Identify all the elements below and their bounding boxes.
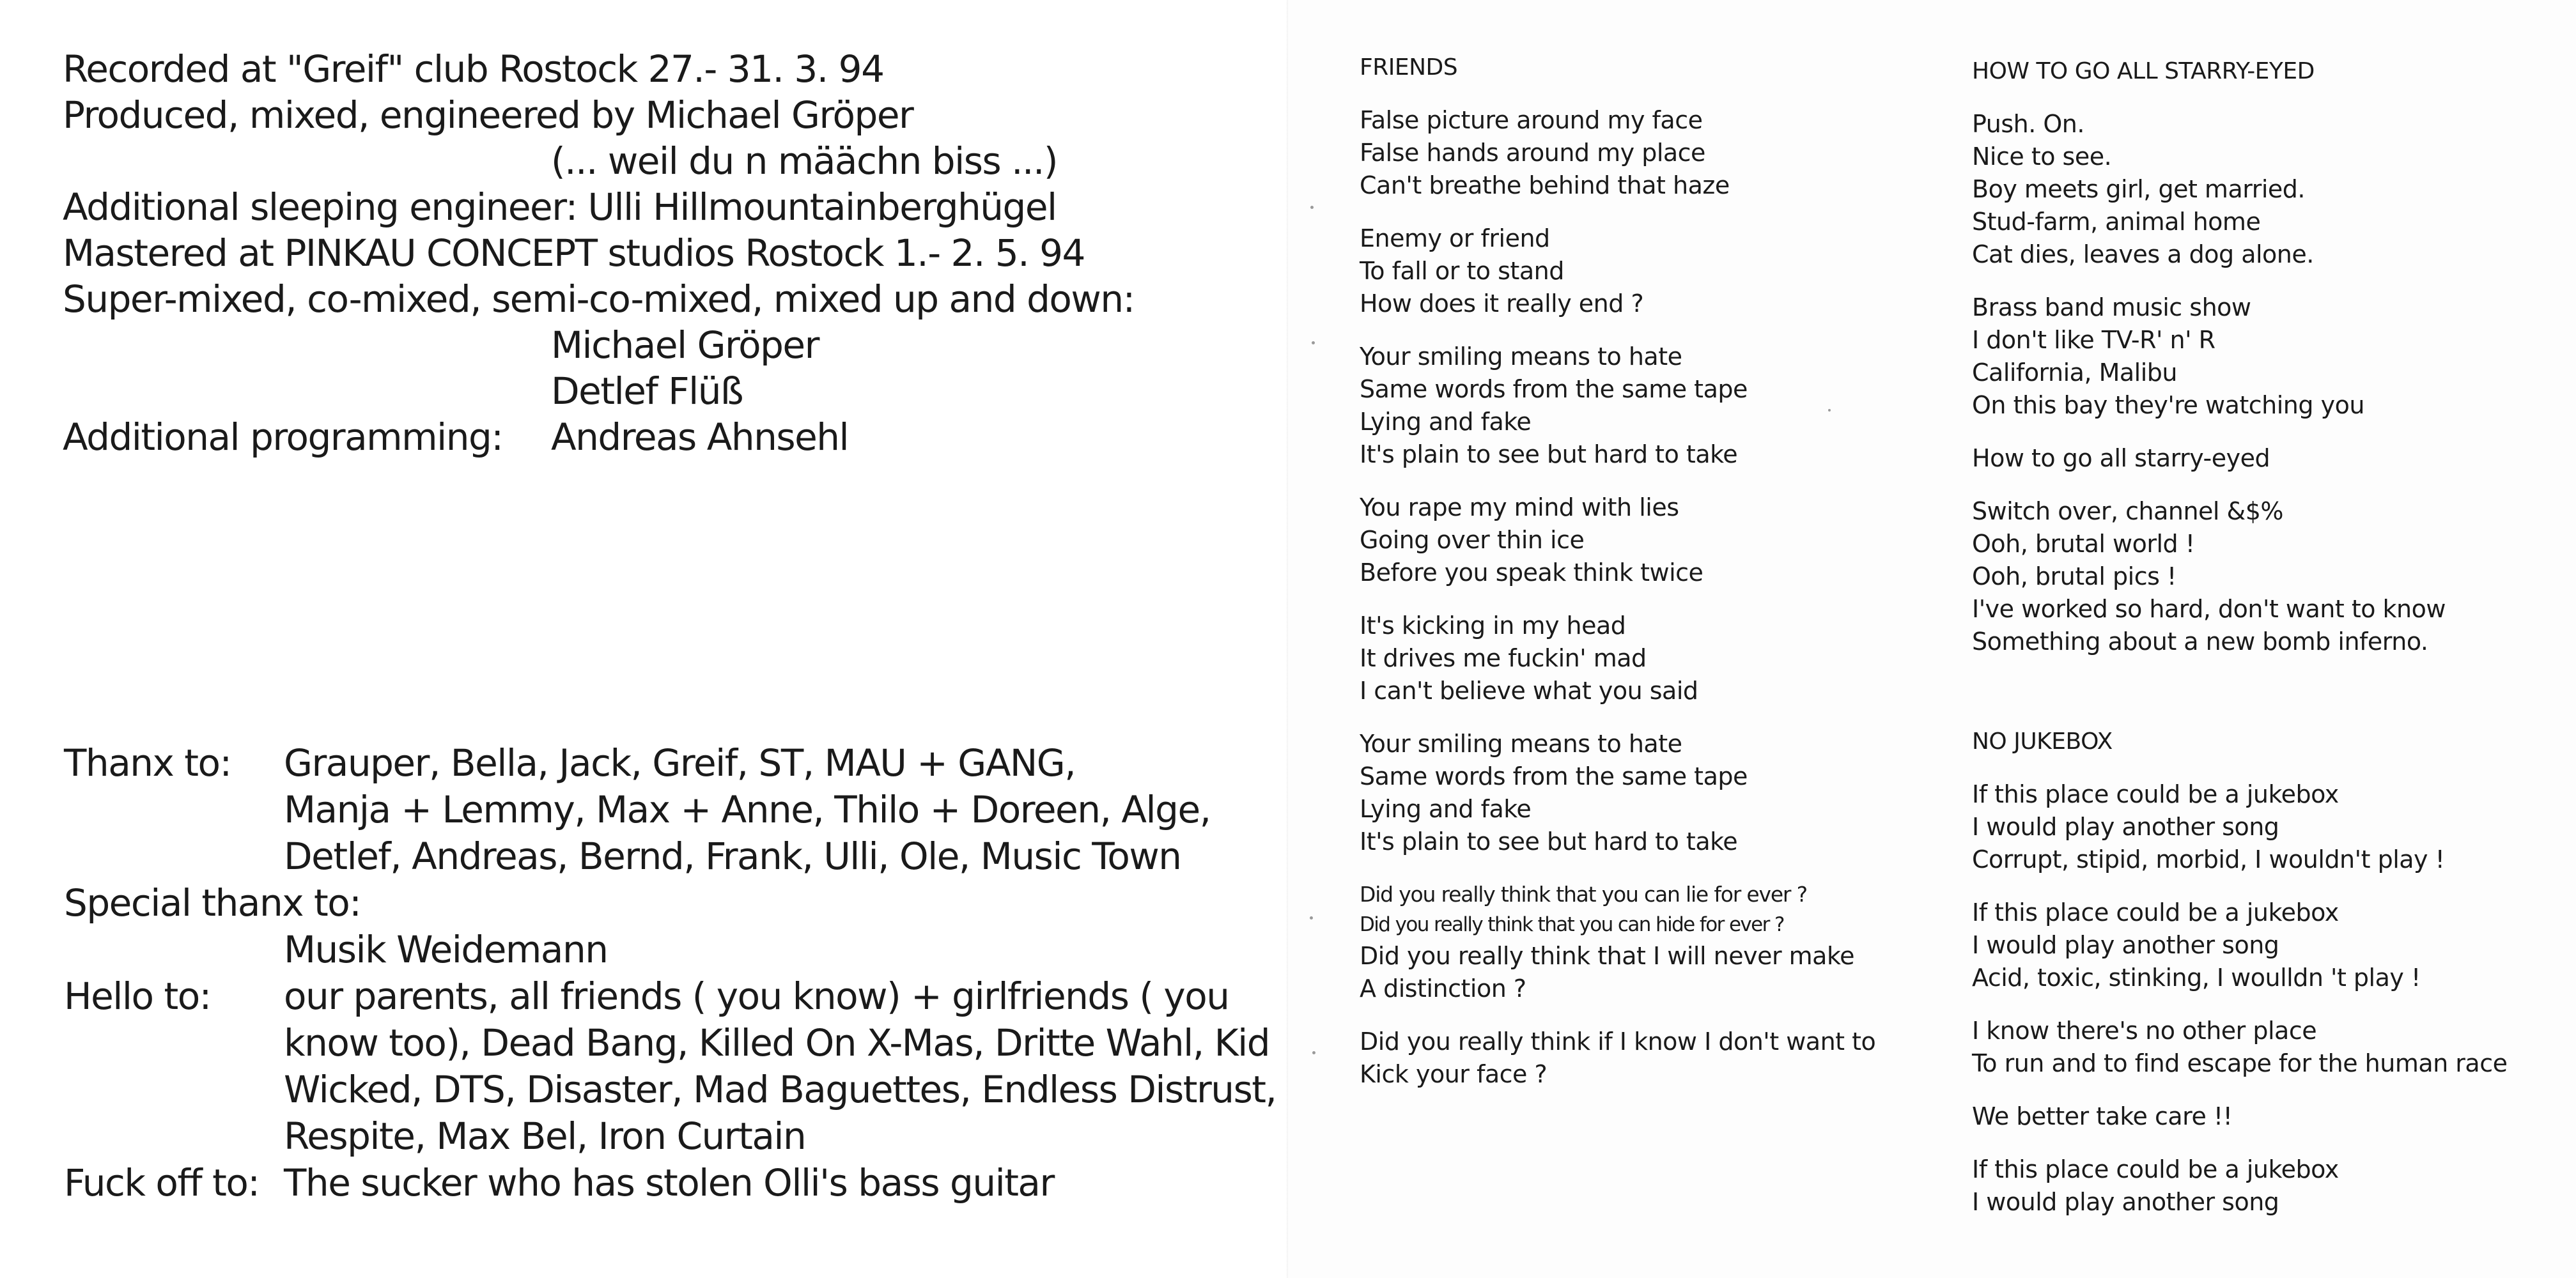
- lyric-line: Kick your face ?: [1360, 1060, 1548, 1088]
- stanza: [1972, 291, 2534, 422]
- lyric-line: A distinction ?: [1360, 974, 1526, 1003]
- thanx-line: Manja + Lemmy, Max + Anne, Thilo + Doreen, Alge,: [284, 788, 1211, 831]
- credit-sleeping-value: Ulli Hillmountainberghügel: [587, 185, 1057, 229]
- lyric-line: Can't breathe behind that haze: [1360, 171, 1730, 199]
- credit-sleeping: [63, 184, 1200, 230]
- special-thanx-row: [64, 927, 1214, 973]
- credit-mastered-text: Mastered at PINKAU CONCEPT studios Rostock 1.- 2. 5. 94: [63, 231, 1085, 275]
- credit-supermixed: [63, 276, 1200, 322]
- lyric-line: It drives me fuckin' mad: [1360, 644, 1647, 672]
- lyric-line: Lying and fake: [1360, 408, 1532, 436]
- lyric-line: You rape my mind with lies: [1360, 493, 1679, 521]
- thanx-row: [64, 740, 1214, 880]
- credit-sleeping-label: Additional sleeping engineer:: [63, 185, 577, 229]
- thanx-line: Grauper, Bella, Jack, Greif, ST, MAU + GANG,: [284, 741, 1076, 785]
- special-thanx-label: Special thanx to:: [64, 881, 361, 925]
- lyric-line: Did you really think that I will never make: [1360, 942, 1854, 970]
- credit-mastered: [63, 230, 1200, 276]
- lyric-line: To fall or to stand: [1360, 257, 1564, 285]
- scan-speck: [1828, 409, 1831, 412]
- lyric-line: Ooh, brutal world !: [1972, 530, 2195, 558]
- scan-speck: [1310, 916, 1313, 920]
- lyric-line: If this place could be a jukebox: [1972, 780, 2339, 808]
- stanza: [1360, 610, 1897, 707]
- credit-supermixed-name-2: [63, 368, 1200, 414]
- lyric-line: Your smiling means to hate: [1360, 730, 1682, 758]
- stanza: [1972, 108, 2534, 271]
- stanza: [1972, 897, 2547, 994]
- hello-line: our parents, all friends ( you know) + girlfriends ( you: [284, 974, 1229, 1018]
- lyric-line: If this place could be a jukebox: [1972, 1155, 2339, 1183]
- stanza: [1360, 491, 1897, 589]
- stanza: [1360, 341, 1897, 471]
- lyric-line: Same words from the same tape: [1360, 375, 1748, 403]
- credit-programming-value: Andreas Ahnsehl: [551, 415, 849, 459]
- lyric-line: Stud-farm, animal home: [1972, 208, 2261, 236]
- credit-supermixed-name: Detlef Flüß: [551, 369, 743, 413]
- credit-recorded-text: Recorded at "Greif" club Rostock 27.- 31. 3. 94: [63, 47, 884, 91]
- credit-supermixed-name-1: [63, 322, 1200, 368]
- fuckoff-value: The sucker who has stolen Olli's bass guitar: [284, 1161, 1054, 1205]
- lyric-line: Lying and fake: [1360, 795, 1532, 823]
- stanza: [1360, 1026, 1897, 1091]
- hello-line: Wicked, DTS, Disaster, Mad Baguettes, Endless Distrust,: [284, 1068, 1276, 1111]
- lyric-line: If this place could be a jukebox: [1972, 898, 2339, 927]
- lyric-line: I would play another song: [1972, 813, 2279, 841]
- lyric-line: Push. On.: [1972, 110, 2084, 138]
- scan-speck: [1310, 206, 1314, 209]
- lyric-line: Going over thin ice: [1360, 526, 1585, 554]
- stanza: [1972, 495, 2534, 658]
- special-thanx-label-row: [64, 880, 1214, 927]
- lyric-line: Something about a new bomb inferno.: [1972, 627, 2428, 656]
- scan-speck: [1312, 341, 1315, 344]
- lyric-line: False picture around my face: [1360, 106, 1703, 134]
- stanza: [1972, 1100, 2547, 1133]
- stanza: [1972, 778, 2547, 876]
- song-friends: [1360, 51, 1897, 1111]
- song-title: FRIENDS: [1360, 54, 1458, 81]
- lyric-line: To run and to find escape for the human race: [1972, 1049, 2508, 1077]
- lyric-line: Boy meets girl, get married.: [1972, 175, 2305, 203]
- lyric-line: We better take care !!: [1972, 1102, 2233, 1130]
- lyric-line: Your smiling means to hate: [1360, 343, 1682, 371]
- lyric-line: Acid, toxic, stinking, I woulldn 't play !: [1972, 964, 2421, 992]
- lyric-line: Corrupt, stipid, morbid, I wouldn't play !: [1972, 845, 2445, 874]
- stanza: [1972, 1153, 2547, 1219]
- lyric-line: I would play another song: [1972, 1188, 2279, 1216]
- lyric-line: Ooh, brutal pics !: [1972, 562, 2176, 590]
- lyric-line: Did you really think that you can lie for ever ?: [1360, 882, 1807, 907]
- fuckoff-row: [64, 1160, 1214, 1206]
- lyric-line: How to go all starry-eyed: [1972, 444, 2270, 472]
- lyric-line: On this bay they're watching you: [1972, 391, 2364, 419]
- stanza: [1360, 222, 1897, 320]
- lyric-line: Nice to see.: [1972, 142, 2112, 171]
- stanza: [1360, 879, 1897, 1005]
- lyric-line: Did you really think that you can hide for ever ?: [1360, 913, 1784, 936]
- credit-programming: [63, 414, 1200, 460]
- hello-label: Hello to:: [64, 974, 211, 1018]
- credit-produced-note: [63, 138, 1200, 184]
- song-title: NO JUKEBOX: [1972, 728, 2113, 755]
- lyric-line: It's plain to see but hard to take: [1360, 440, 1738, 468]
- stanza: [1972, 1015, 2547, 1080]
- credit-recorded: [63, 46, 1200, 92]
- credit-supermixed-label: Super-mixed, co-mixed, semi-co-mixed, mixed up and down:: [63, 277, 1135, 321]
- lyric-line: How does it really end ?: [1360, 289, 1644, 318]
- lyric-line: I've worked so hard, don't want to know: [1972, 595, 2446, 623]
- lyric-line: Brass band music show: [1972, 293, 2251, 321]
- stanza: [1360, 728, 1897, 858]
- song-starry-eyed: [1972, 55, 2534, 679]
- lyric-line: I would play another song: [1972, 931, 2279, 959]
- hello-line: know too), Dead Bang, Killed On X-Mas, Dritte Wahl, Kid: [284, 1021, 1270, 1065]
- stanza: [1972, 442, 2534, 475]
- lyric-line: It's plain to see but hard to take: [1360, 828, 1738, 856]
- lyric-line: Switch over, channel &$%: [1972, 497, 2283, 525]
- fuckoff-label: Fuck off to:: [64, 1161, 260, 1205]
- credit-programming-label: Additional programming:: [63, 415, 503, 459]
- lyric-line: False hands around my place: [1360, 139, 1705, 167]
- credit-supermixed-name: Michael Gröper: [551, 323, 819, 367]
- credit-produced-note-text: (... weil du n määchn biss ...): [551, 139, 1058, 183]
- special-thanx-value: Musik Weidemann: [284, 928, 608, 971]
- lyric-line: Did you really think if I know I don't want to: [1360, 1028, 1876, 1056]
- lyric-line: Cat dies, leaves a dog alone.: [1972, 240, 2314, 268]
- lyric-line: Before you speak think twice: [1360, 558, 1703, 587]
- lyric-line: Same words from the same tape: [1360, 762, 1748, 790]
- lyric-line: It's kicking in my head: [1360, 612, 1626, 640]
- thanx-label: Thanx to:: [64, 741, 231, 785]
- credit-produced-text: Produced, mixed, engineered by Michael Gröper: [63, 93, 913, 137]
- thanks-block: [64, 740, 1276, 1206]
- scan-speck: [1312, 1051, 1315, 1054]
- song-no-jukebox: [1972, 725, 2547, 1239]
- thanx-line: Detlef, Andreas, Bernd, Frank, Ulli, Ole, Music Town: [284, 835, 1181, 878]
- hello-row: [64, 973, 1276, 1160]
- credits-block: [63, 46, 1200, 460]
- song-title: HOW TO GO ALL STARRY-EYED: [1972, 58, 2315, 84]
- credit-produced: [63, 92, 1200, 138]
- lyric-line: I don't like TV-R' n' R: [1972, 326, 2215, 354]
- lyric-line: I can't believe what you said: [1360, 677, 1698, 705]
- right-page: [1288, 0, 2576, 1278]
- lyric-line: I know there's no other place: [1972, 1017, 2317, 1045]
- lyric-line: Enemy or friend: [1360, 224, 1550, 252]
- hello-line: Respite, Max Bel, Iron Curtain: [284, 1114, 806, 1158]
- lyric-line: California, Malibu: [1972, 358, 2177, 387]
- stanza: [1360, 104, 1897, 202]
